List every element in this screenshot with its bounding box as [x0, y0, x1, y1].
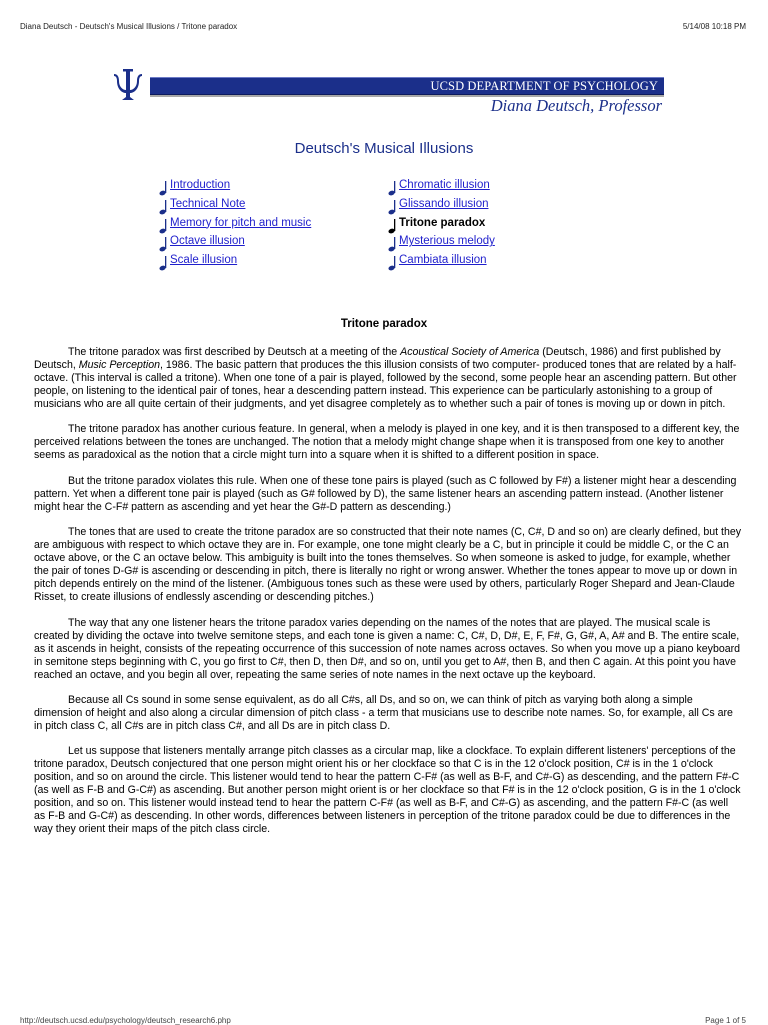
paragraph-1-text-c: (Deutsch, 1986) and first published by Deutsch, — [34, 346, 721, 371]
music-note-icon — [388, 180, 398, 196]
article-body — [34, 346, 742, 849]
journal-name: Music Perception — [78, 359, 161, 371]
paragraph-1-text-a: The tritone paradox was first described by Deutsch at a meeting of the — [68, 346, 401, 358]
psi-icon[interactable] — [108, 66, 148, 106]
paragraph-5: The way that any one listener hears the tritone paradox varies depending on the names of the notes that are played. The musical scale is created by dividing the octave into twelve semitone steps, and each tone is given a name: C, C#, D, D#, E, F, F#, G, G#, A, A# and B. The entire scale, as it ascends in height, consists of the repeating occurrence of this succession of note names across octaves. So when you move up a piano keyboard in semitone steps beginning with C, you go first to C#, then D, then D#, and so on, until you get to A#, then B, and then C again. At this point you have reached an octave, and you begin all over, repeating the same series of note names in the next octave up the keyboard. — [34, 616, 741, 681]
print-header-date: 5/14/08 10:18 PM — [682, 22, 746, 31]
paragraph-1 — [34, 346, 742, 411]
nav-link-technical-note[interactable]: Technical Note — [170, 197, 246, 210]
professor-name[interactable]: Diana Deutsch, Professor — [490, 96, 662, 115]
music-note-icon — [159, 218, 169, 234]
music-note-icon — [388, 218, 398, 234]
page-title: Deutsch's Musical Illusions — [294, 140, 474, 157]
music-note-icon — [159, 236, 169, 252]
paragraph-1-text-e: , 1986. The basic pattern that produces the this illusion consists of two computer- produced tones that are related by a half-octave. (This interval is called a tritone). When one tone of a pair is played, followed by the second, some people hear an ascending pattern. But other people, on listening to the identical pair of tones, hear a descending pattern instead. This experience can be particularly astonishing to a group of musicians who are all quite certain of their judgments, and yet disagree completely as to whether such a pair of tones is moving up or down in pitch. — [34, 359, 737, 410]
print-footer-url: http://deutsch.ucsd.edu/psychology/deutsch_research6.php — [20, 1016, 231, 1025]
nav-link-glissando-illusion[interactable]: Glissando illusion — [399, 197, 489, 210]
music-note-icon — [159, 199, 169, 215]
music-note-icon — [159, 180, 169, 196]
paragraph-4: The tones that are used to create the tritone paradox are so constructed that their note names (C, C#, D and so on) are clearly defined, but they are ambiguous with respect to which octave they are in. For example, one tone might clearly be a C, but in principle it could be middle C, or the C an octave above, or the C an octave below. This ambiguity is built into the tones themselves. So when someone is asked to judge, for example, whether the pair of tones D-G# is ascending or descending in pitch, there is literally no right or wrong answer. Whether the tones appear to move up or down in pitch depends entirely on the mind of the listener. (Ambiguous tones such as these were used by others, particularly Roger Shepard and Jean-Claude Risset, to create illusions of endlessly ascending or descending pitches.) — [34, 526, 742, 604]
department-name[interactable]: UCSD DEPARTMENT OF PSYCHOLOGY — [430, 79, 658, 93]
nav-link-introduction[interactable]: Introduction — [170, 179, 231, 191]
nav-link-chromatic-illusion[interactable]: Chromatic illusion — [399, 179, 490, 191]
music-note-icon — [159, 255, 169, 271]
nav-link-scale-illusion[interactable]: Scale illusion — [170, 254, 238, 267]
nav-link-cambiata-illusion[interactable]: Cambiata illusion — [399, 254, 487, 267]
nav-link-octave-illusion[interactable]: Octave illusion — [170, 235, 245, 248]
nav-link-mysterious-melody[interactable]: Mysterious melody — [399, 235, 495, 248]
paragraph-7: Let us suppose that listeners mentally arrange pitch classes as a circular map, like a clockface. To explain different listeners' perceptions of the tritone paradox, Deutsch conjectured that one person might orient his or her clockface so that C is in the 12 o'clock position, C# is in the 1 o'clock position, and so on around the circle. This listener would tend to hear the pattern C-F# (as well as B-F, and C#-G) as descending, and the pattern F#-C (as well as F-B and G-C#) as ascending. But another person might orient is or her clockface so that F# is in the 12 o'clock position, G is in the 1 o'clock position, and so on. This listener would instead tend to hear the pattern C-F# (as well as B-F, and C#-G) as ascending, and the pattern F#-C (as well as F-B and G-C#) as descending. In other words, differences between listeners in perception of the tritone paradox could be due to differences in the way they orient their maps of the pitch class circle. — [34, 745, 741, 836]
section-title: Tritone paradox — [340, 318, 428, 330]
music-note-icon — [388, 199, 398, 215]
paragraph-2: The tritone paradox has another curious feature. In general, when a melody is played in one key, and it is then transposed to a different key, the perceived relations between the tones are unchanged. The notion that a melody might change shape when it is transposed from one key to another seems as paradoxical as the notion that a circle might turn into a square when it is shifted to a different position in space. — [34, 423, 740, 462]
department-banner — [100, 66, 666, 126]
music-note-icon — [388, 236, 398, 252]
nav-current-tritone-paradox: Tritone paradox — [399, 216, 486, 229]
print-footer-page: Page 1 of 5 — [705, 1016, 746, 1025]
nav-link-memory[interactable]: Memory for pitch and music — [170, 216, 312, 229]
journal-name: Acoustical Society of America — [400, 346, 540, 358]
print-header-title: Diana Deutsch - Deutsch's Musical Illusions / Tritone paradox — [20, 22, 238, 31]
department-bar — [150, 77, 664, 95]
music-note-icon — [388, 255, 398, 271]
paragraph-6: Because all Cs sound in some sense equivalent, as do all C#s, all Ds, and so on, we can think of pitch as varying both along a simple dimension of height and also along a circular dimension of pitch class - a term that musicians use to describe note names. So, for example, all Cs are in pitch class C, all C#s are in pitch class C#, and all Ds are in pitch class D. — [34, 693, 733, 732]
paragraph-3: But the tritone paradox violates this rule. When one of these tone pairs is played (such as C followed by F#) a listener might hear a descending pattern. Yet when a different tone pair is played (such as G# followed by D), the same listener hears an ascending pattern instead. (Another listener might hear the C-F# pattern as ascending and yet hear the G#-D pattern as descending.) — [34, 474, 737, 513]
